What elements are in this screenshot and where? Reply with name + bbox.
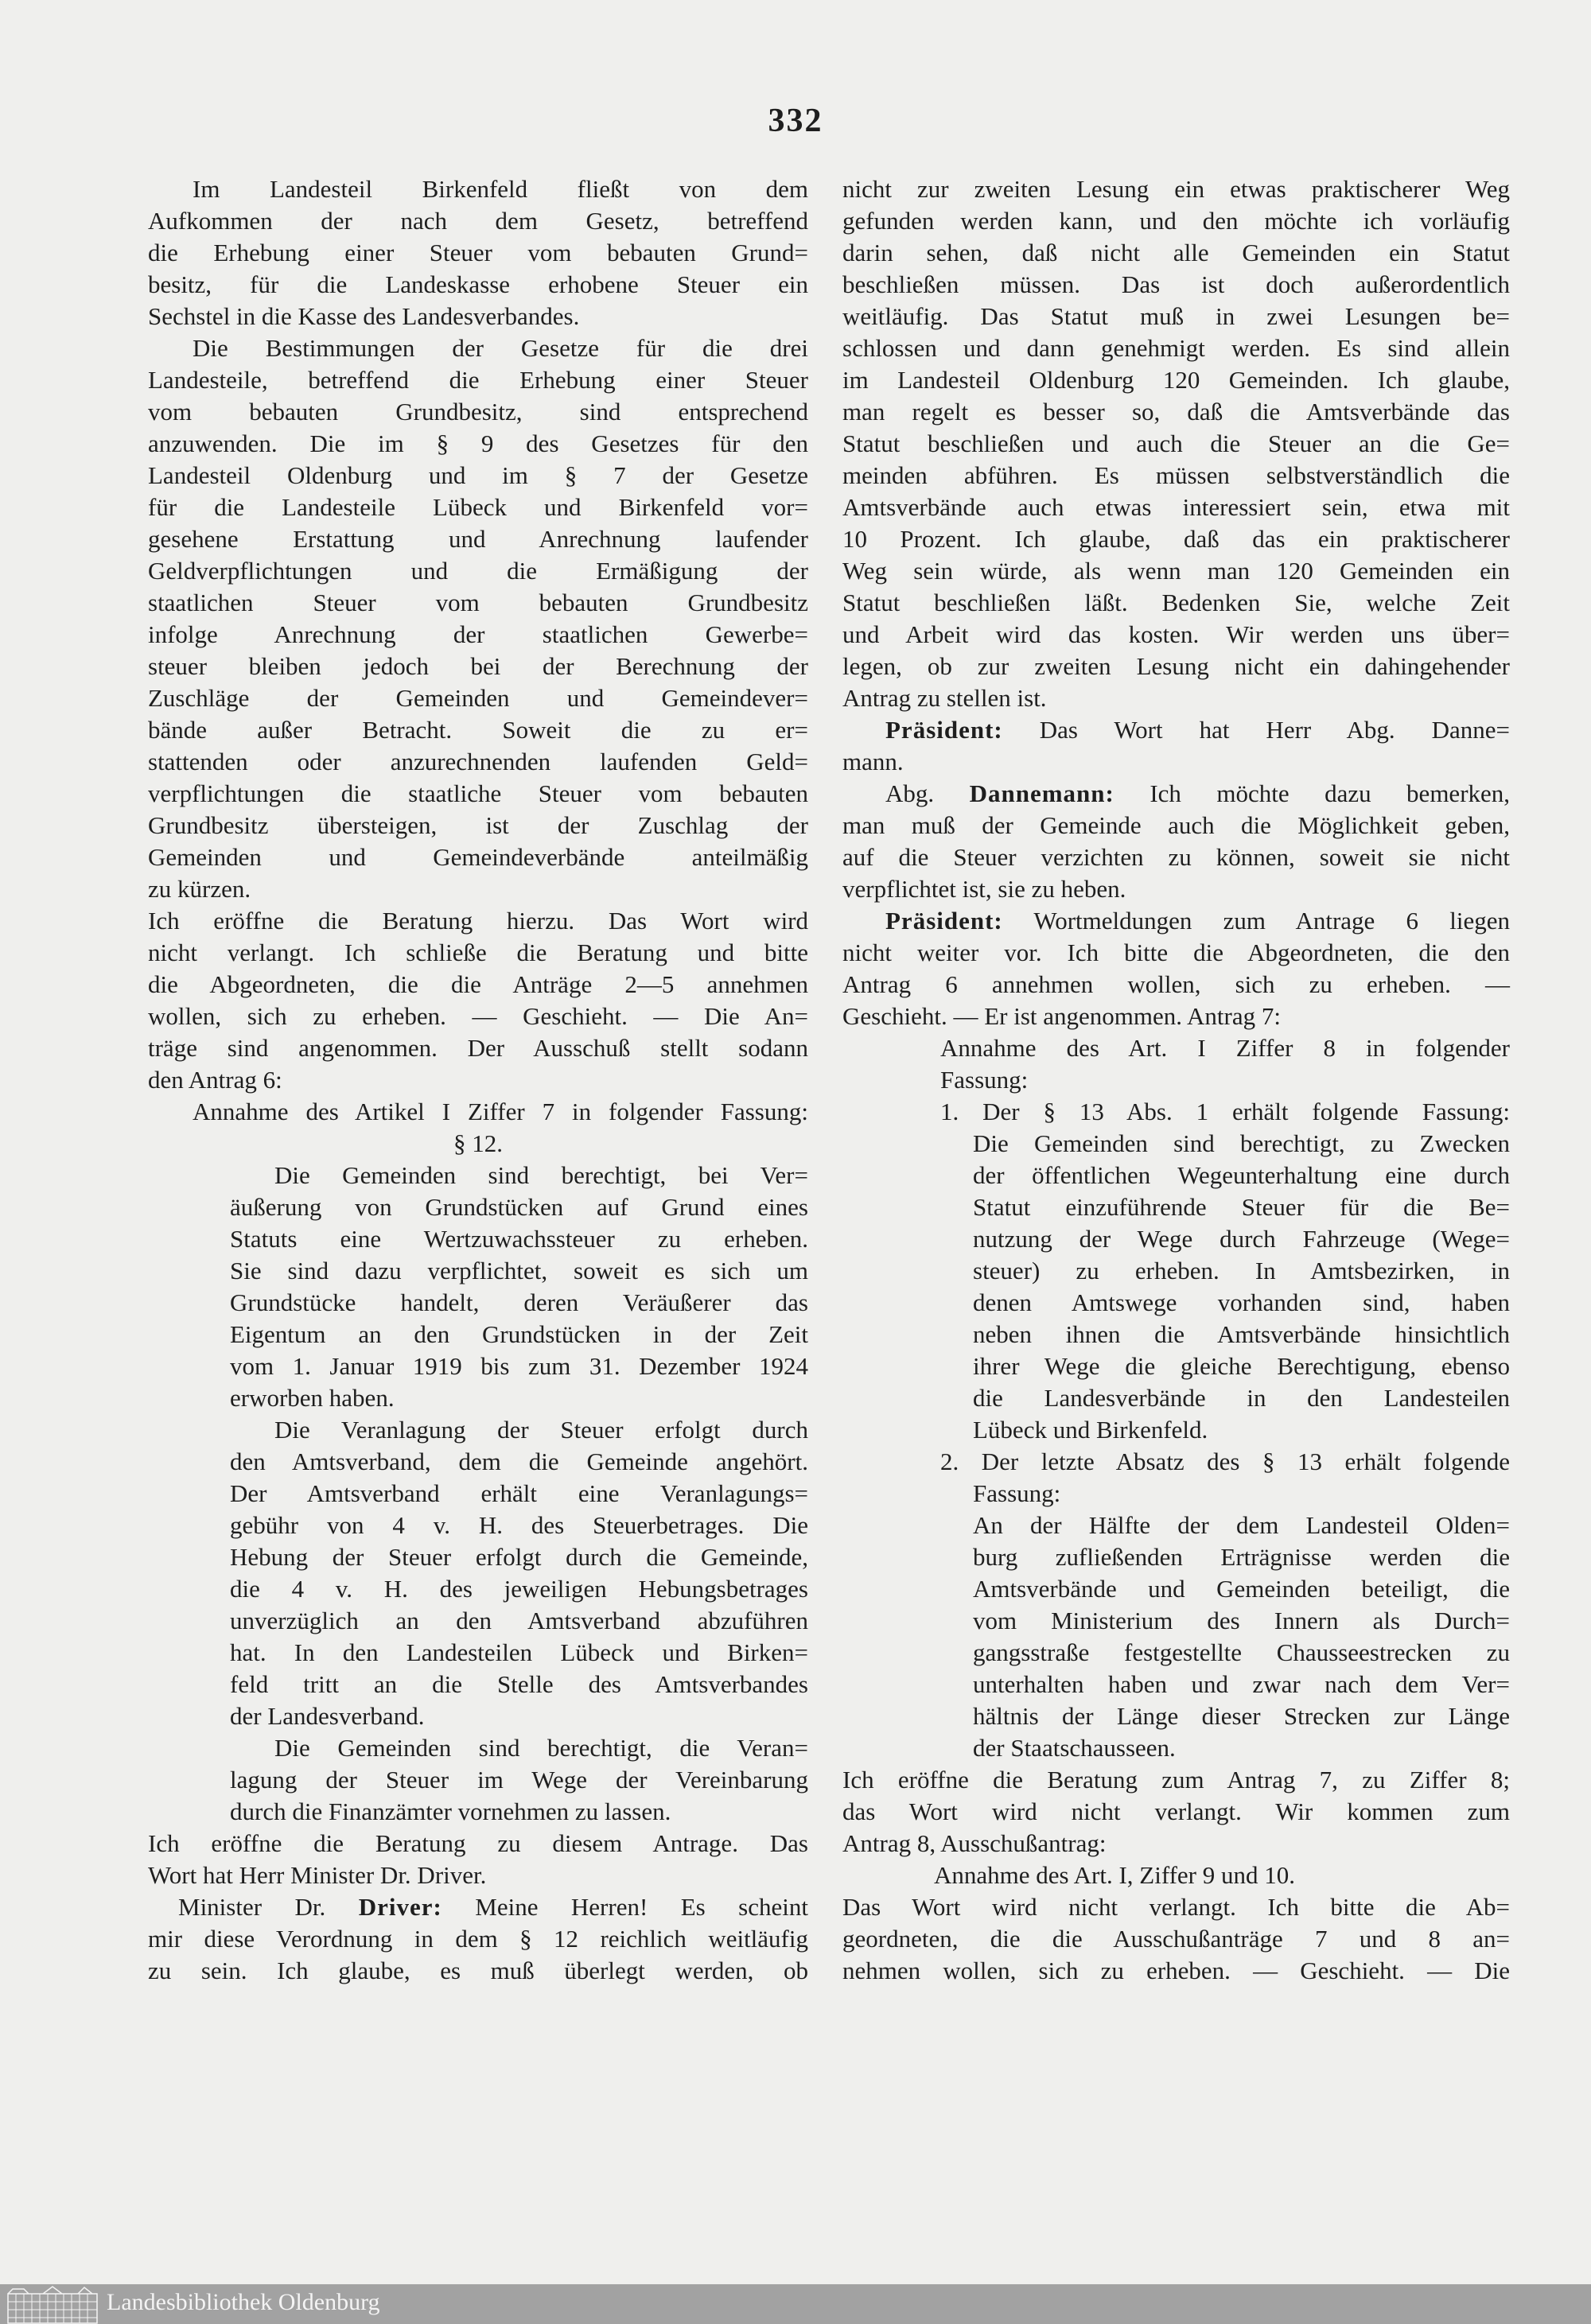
text-line: wollen, sich zu erheben. — Geschieht. — Die An= [148, 1002, 808, 1030]
text-line: Statut beschließen läßt. Bedenken Sie, welche Zeit [842, 589, 1510, 616]
text-line: nicht weiter vor. Ich bitte die Abgeordneten, die den [842, 939, 1510, 966]
paragraph [148, 1096, 808, 1128]
text-line: Die Gemeinden sind berechtigt, bei Ver= [274, 1161, 808, 1189]
text-line: Grundbesitz übersteigen, ist der Zuschlag der [148, 811, 808, 839]
speaker-name: Driver: [358, 1893, 442, 1921]
text-line: Geschieht. — Er ist angenommen. Antrag 7: [842, 1002, 1281, 1030]
text-line [842, 714, 1510, 746]
paragraph [148, 1828, 808, 1891]
paragraph [148, 1732, 808, 1828]
text-line: Der Amtsverband erhält eine Veranlagungs= [230, 1479, 808, 1507]
text-line: Amtsverbände und Gemeinden beteiligt, die [973, 1575, 1510, 1603]
text-line: Hebung der Steuer erfolgt durch die Gemeinde, [230, 1543, 808, 1571]
paragraph [842, 173, 1510, 714]
text-line: hältnis der Länge dieser Strecken zur Länge [973, 1702, 1510, 1730]
text-line: äußerung von Grundstücken auf Grund eines [230, 1193, 808, 1221]
text-line: Annahme des Art. I, Ziffer 9 und 10. [934, 1861, 1295, 1889]
paragraph [842, 1096, 1510, 1446]
text-line: Aufkommen der nach dem Gesetz, betreffend [148, 207, 808, 235]
text-line: infolge Anrechnung der staatlichen Gewerbe= [148, 620, 808, 648]
text-line: An der Hälfte der dem Landesteil Olden= [973, 1511, 1510, 1539]
text-line: Zuschläge der Gemeinden und Gemeindever= [148, 684, 808, 712]
text-line: meinden abführen. Es müssen selbstverständlich die [842, 461, 1510, 489]
text-line: Statut beschließen und auch die Steuer an die Ge= [842, 429, 1510, 457]
text-line: lagung der Steuer im Wege der Vereinbarung [230, 1766, 808, 1794]
text-line: steuer) zu erheben. In Amtsbezirken, in [973, 1257, 1510, 1284]
speaker-title: Abg. [885, 779, 935, 807]
text-line: vom 1. Januar 1919 bis zum 31. Dezember 1924 [230, 1352, 808, 1380]
text-line: Fassung: [940, 1066, 1029, 1094]
text-line: stattenden oder anzurechnenden laufenden Geld= [148, 748, 808, 775]
text-line: Die Gemeinden sind berechtigt, die Veran= [274, 1734, 808, 1762]
text-line: Die Bestimmungen der Gesetze für die drei [193, 334, 808, 362]
paragraph [842, 1446, 1510, 1510]
text-line: 10 Prozent. Ich glaube, daß das ein praktischerer [842, 525, 1510, 553]
text-line: anzuwenden. Die im § 9 des Gesetzes für den [148, 429, 808, 457]
text-line: Ich eröffne die Beratung zum Antrag 7, zu Ziffer 8; [842, 1766, 1510, 1794]
text-line: Antrag 8, Ausschußantrag: [842, 1829, 1107, 1857]
library-building-icon [6, 2286, 100, 2324]
text-line: geordneten, die die Ausschußanträge 7 und 8 an= [842, 1925, 1510, 1953]
text-line: ihrer Wege die gleiche Berechtigung, ebenso [973, 1352, 1510, 1380]
text-line: bände außer Betracht. Soweit die zu er= [148, 716, 808, 744]
line-text: Meine Herren! Es scheint [475, 1893, 808, 1921]
text-line: die 4 v. H. des jeweiligen Hebungsbetrages [230, 1575, 808, 1603]
text-line: zu sein. Ich glaube, es muß überlegt werden, ob [148, 1957, 808, 1984]
speaker-title: Minister Dr. [178, 1893, 326, 1921]
text-line: hat. In den Landesteilen Lübeck und Birken= [230, 1638, 808, 1666]
text-line: nicht verlangt. Ich schließe die Beratung und bitte [148, 939, 808, 966]
text-line: Amtsverbände auch etwas interessiert sein, etwa mit [842, 493, 1510, 521]
paragraph [148, 1414, 808, 1732]
text-line: Grundstücke handelt, deren Veräußerer das [230, 1288, 808, 1316]
text-line: nutzung der Wege durch Fahrzeuge (Wege= [973, 1225, 1510, 1253]
text-line: Sie sind dazu verpflichtet, soweit es sich um [230, 1257, 808, 1284]
speaker-paragraph [148, 1891, 808, 1987]
text-line: burg zufließenden Erträgnisse werden die [973, 1543, 1510, 1571]
text-line: Die Gemeinden sind berechtigt, zu Zwecken [973, 1129, 1510, 1157]
text-line: gesehene Erstattung und Anrechnung laufender [148, 525, 808, 553]
text-line: Annahme des Art. I Ziffer 8 in folgender [940, 1034, 1510, 1062]
text-line: verpflichtungen die staatliche Steuer vom bebauten [148, 779, 808, 807]
text-line: Gemeinden und Gemeindeverbände anteilmäßig [148, 843, 808, 871]
text-line: feld tritt an die Stelle des Amtsverbandes [230, 1670, 808, 1698]
text-line: der Staatschausseen. [973, 1734, 1176, 1762]
text-line [148, 1891, 808, 1923]
text-line: Statut einzuführende Steuer für die Be= [973, 1193, 1510, 1221]
text-line [842, 905, 1510, 937]
text-line: Ich eröffne die Beratung hierzu. Das Wort wird [148, 907, 808, 935]
text-line: Fassung: [973, 1479, 1061, 1507]
text-line: träge sind angenommen. Der Ausschuß stellt sodann [148, 1034, 808, 1062]
speaker-paragraph [842, 778, 1510, 905]
paragraph [148, 1128, 808, 1160]
line-text: Wortmeldungen zum Antrage 6 liegen [1033, 907, 1510, 935]
paragraph [842, 1032, 1510, 1096]
text-line: unverzüglich an den Amtsverband abzuführen [230, 1607, 808, 1634]
text-line: § 12. [453, 1129, 503, 1157]
text-line: im Landesteil Oldenburg 120 Gemeinden. Ich glaube, [842, 366, 1510, 394]
text-line: Wort hat Herr Minister Dr. Driver. [148, 1861, 487, 1889]
line-text: Ich möchte dazu bemerken, [1149, 779, 1511, 807]
text-line: Landesteil Oldenburg und im § 7 der Gesetze [148, 461, 808, 489]
text-line: mann. [842, 748, 904, 775]
text-line: auf die Steuer verzichten zu können, soweit sie nicht [842, 843, 1510, 871]
text-line: der öffentlichen Wegeunterhaltung eine durch [973, 1161, 1510, 1189]
text-line: gebühr von 4 v. H. des Steuerbetrages. Die [230, 1511, 808, 1539]
text-line: weitläufig. Das Statut muß in zwei Lesungen be= [842, 302, 1510, 330]
text-line: die Landesverbände in den Landesteilen [973, 1384, 1510, 1412]
text-line: schlossen und dann genehmigt werden. Es sind allein [842, 334, 1510, 362]
text-line: denen Amtswege vorhanden sind, haben [973, 1288, 1510, 1316]
text-line: Geldverpflichtungen und die Ermäßigung der [148, 557, 808, 585]
paragraph [842, 1891, 1510, 1987]
text-line: Sechstel in die Kasse des Landesverbandes. [148, 302, 580, 330]
text-line: Landesteile, betreffend die Erhebung einer Steuer [148, 366, 808, 394]
speaker-paragraph [842, 905, 1510, 1032]
text-line: 2. Der letzte Absatz des § 13 erhält folgende [940, 1448, 1510, 1475]
text-line: mir diese Verordnung in dem § 12 reichlich weitläufig [148, 1925, 808, 1953]
text-line: vom Ministerium des Innern als Durch= [973, 1607, 1510, 1634]
speaker-paragraph [842, 714, 1510, 778]
text-line: den Antrag 6: [148, 1066, 282, 1094]
left-column [148, 173, 808, 1987]
paragraph [148, 332, 808, 905]
text-line: und Arbeit wird das kosten. Wir werden uns über= [842, 620, 1510, 648]
text-line: man regelt es besser so, daß die Amtsverbände das [842, 398, 1510, 426]
text-line: erworben haben. [230, 1384, 395, 1412]
text-line: Ich eröffne die Beratung zu diesem Antrage. Das [148, 1829, 808, 1857]
text-line: Lübeck und Birkenfeld. [973, 1416, 1208, 1444]
text-line: besitz, für die Landeskasse erhobene Steuer ein [148, 270, 808, 298]
text-line: Statuts eine Wertzuwachssteuer zu erheben. [230, 1225, 808, 1253]
right-column [842, 173, 1510, 1987]
text-line: Im Landesteil Birkenfeld fließt von dem [193, 175, 808, 203]
paragraph [842, 1860, 1510, 1891]
text-line: das Wort wird nicht verlangt. Wir kommen zum [842, 1797, 1510, 1825]
text-line: man muß der Gemeinde auch die Möglichkeit geben, [842, 811, 1510, 839]
text-line: für die Landesteile Lübeck und Birkenfeld vor= [148, 493, 808, 521]
text-line: der Landesverband. [230, 1702, 425, 1730]
speaker-name: Präsident: [885, 907, 1003, 935]
paragraph [148, 173, 808, 332]
text-line: 1. Der § 13 Abs. 1 erhält folgende Fassung: [940, 1098, 1510, 1125]
speaker-name: Präsident: [885, 716, 1003, 744]
text-line: den Amtsverband, dem die Gemeinde angehört. [230, 1448, 808, 1475]
library-footer-bar [0, 2284, 1591, 2324]
text-line: beschließen müssen. Das ist doch außerordentlich [842, 270, 1510, 298]
text-line: gangsstraße festgestellte Chausseestrecken zu [973, 1638, 1510, 1666]
paragraph [148, 1160, 808, 1414]
text-line: staatlichen Steuer vom bebauten Grundbesitz [148, 589, 808, 616]
text-line: die Erhebung einer Steuer vom bebauten Grund= [148, 239, 808, 266]
text-line: durch die Finanzämter vornehmen zu lassen. [230, 1797, 671, 1825]
text-line: nehmen wollen, sich zu erheben. — Geschieht. — Die [842, 1957, 1510, 1984]
text-line: vom bebauten Grundbesitz, sind entsprechend [148, 398, 808, 426]
text-line: Die Veranlagung der Steuer erfolgt durch [274, 1416, 808, 1444]
text-line: steuer bleiben jedoch bei der Berechnung der [148, 652, 808, 680]
text-line: unterhalten haben und zwar nach dem Ver= [973, 1670, 1510, 1698]
text-line: verpflichtet ist, sie zu heben. [842, 875, 1126, 903]
text-line: die Abgeordneten, die die Anträge 2—5 annehmen [148, 970, 808, 998]
text-line: Antrag 6 annehmen wollen, sich zu erheben. — [842, 970, 1510, 998]
paragraph [148, 905, 808, 1096]
text-line: Eigentum an den Grundstücken in der Zeit [230, 1320, 808, 1348]
text-line: zu kürzen. [148, 875, 251, 903]
text-line: Annahme des Artikel I Ziffer 7 in folgender Fassung: [193, 1098, 808, 1125]
text-line: darin sehen, daß nicht alle Gemeinden ein Statut [842, 239, 1510, 266]
paragraph [842, 1764, 1510, 1860]
library-name: Landesbibliothek Oldenburg [107, 2289, 380, 2315]
paragraph [842, 1510, 1510, 1764]
text-line: legen, ob zur zweiten Lesung nicht ein dahingehender [842, 652, 1510, 680]
text-line: gefunden werden kann, und den möchte ich vorläufig [842, 207, 1510, 235]
text-line [842, 778, 1510, 810]
text-line: Antrag zu stellen ist. [842, 684, 1047, 712]
page-number: 332 [768, 103, 823, 139]
speaker-name: Dannemann: [969, 779, 1114, 807]
line-text: Das Wort hat Herr Abg. Danne= [1039, 716, 1511, 744]
text-line: nicht zur zweiten Lesung ein etwas praktischerer Weg [842, 175, 1510, 203]
text-line: neben ihnen die Amtsverbände hinsichtlich [973, 1320, 1510, 1348]
text-line: Das Wort wird nicht verlangt. Ich bitte die Ab= [842, 1893, 1510, 1921]
text-line: Weg sein würde, als wenn man 120 Gemeinden ein [842, 557, 1510, 585]
